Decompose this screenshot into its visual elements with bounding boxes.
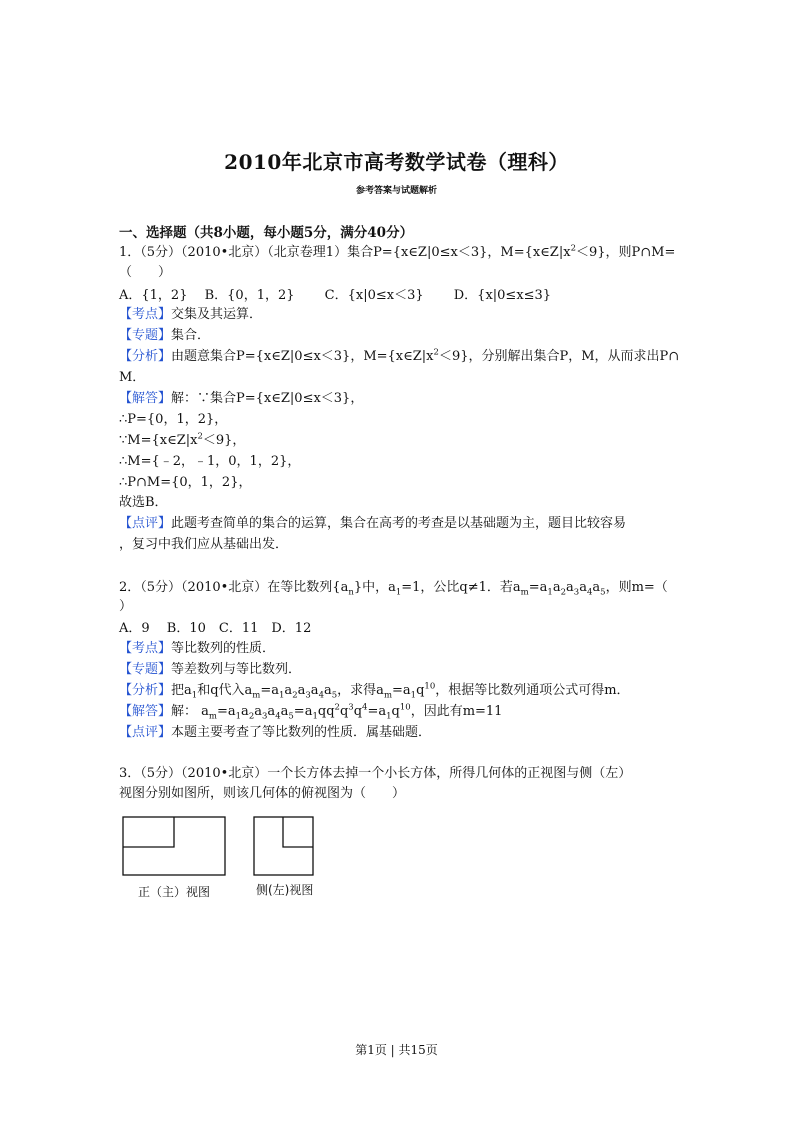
side-view-figure — [253, 816, 315, 878]
q1-dianping-line2: ，复习中我们应从基础出发． — [119, 537, 289, 552]
q1-zhuanti: 【专题】集合． — [119, 328, 211, 343]
side-view-cutout — [283, 817, 313, 847]
q1-stem-line2: （ ） — [119, 265, 172, 280]
q2-jieda: 【解答】解： $a_m=a_1a_2a_3a_4a_5=a_1qq^2q^3q^4=a_1q^{10}$，因此有m=11 — [119, 702, 503, 722]
q2-kaodian: 【考点】等比数列的性质． — [119, 641, 276, 656]
jieda-tag: 【解答】 — [119, 704, 172, 719]
q1-solution-line2: $\because M=\{x\in Z|x^2<9\}$， — [119, 431, 246, 448]
page-subtitle: 参考答案与试题解析 — [355, 186, 437, 196]
dianping-tag: 【点评】 — [119, 725, 172, 740]
page-title: 2010年北京市高考数学试卷（理科） — [224, 150, 569, 174]
front-view-caption: 正（主）视图 — [138, 885, 211, 899]
zhuanti-tag: 【专题】 — [119, 328, 172, 343]
q3-stem-line2: 视图分别如图所，则该几何体的俯视图为（ ） — [119, 786, 406, 801]
side-view-caption: 侧(左)视图 — [256, 883, 314, 897]
front-view-figure — [122, 816, 228, 878]
q1-solution-line3: ∴M={﹣2，﹣1，0，1，2}， — [119, 454, 301, 469]
q1-solution-line1: ∴P={0，1，2}， — [119, 412, 228, 427]
kaodian-tag: 【考点】 — [119, 641, 172, 656]
q1-jieda: 【解答】解：∵集合P={x∈Z|0≤x＜3}， — [119, 391, 364, 406]
q2-fenxi: 【分析】把$a_1$和q代入$a_m=a_1a_2a_3a_4a_5$，求得$a_m=a_1q^{10}$，根据等比数列通项公式可得m． — [119, 681, 630, 701]
q1-solution-line5: 故选B． — [119, 495, 168, 510]
fenxi-tag: 【分析】 — [119, 349, 172, 364]
q2-zhuanti: 【专题】等差数列与等比数列． — [119, 662, 302, 677]
fenxi-tag: 【分析】 — [119, 683, 172, 698]
q1-kaodian: 【考点】交集及其运算． — [119, 307, 263, 322]
front-view-cutout — [123, 817, 174, 847]
q1-options: A．{1，2} B．{0，1，2} C．{x|0≤x＜3} D．{x|0≤x≤3} — [119, 288, 552, 303]
q1-solution-line4: ∴P∩M={0，1，2}， — [119, 475, 252, 490]
page-footer: 第1页 | 共15页 — [355, 1043, 438, 1057]
zhuanti-tag: 【专题】 — [119, 662, 172, 677]
jieda-tag: 【解答】 — [119, 391, 172, 406]
q1-stem: 1．（5分）（2010•北京）（北京卷理1）集合P={x∈Z|0≤x＜3}，$M=\{x\in Z|x^2<9\}$，则P∩M= — [119, 243, 676, 260]
q3-stem: 3．（5分）（2010•北京）一个长方体去掉一个小长方体，所得几何体的正视图与侧（左） — [119, 766, 632, 781]
q2-dianping: 【点评】本题主要考查了等比数列的性质．属基础题． — [119, 725, 432, 740]
q2-stem-line2: ） — [119, 599, 133, 614]
section-heading: 一、选择题（共8小题，每小题5分，满分40分） — [119, 225, 414, 241]
q2-stem: 2．（5分）（2010•北京）在等比数列$\{a_n\}$中，$a_1=1$，公比q≠1．若$a_m=a_1a_2a_3a_4a_5$，则m=（ — [119, 580, 668, 598]
q2-options: A．9 B．10 C．11 D．12 — [119, 621, 312, 636]
q1-fenxi-line2: M． — [119, 370, 146, 385]
kaodian-tag: 【考点】 — [119, 307, 172, 322]
dianping-tag: 【点评】 — [119, 516, 172, 531]
q1-dianping: 【点评】此题考查简单的集合的运算，集合在高考的考查是以基础题为主，题目比较容易 — [119, 516, 627, 531]
q1-fenxi: 【分析】由题意集合P={x∈Z|0≤x＜3}，$M=\{x\in Z|x^2<9\}$，分别解出集合P，M，从而求出P∩ — [119, 347, 680, 364]
